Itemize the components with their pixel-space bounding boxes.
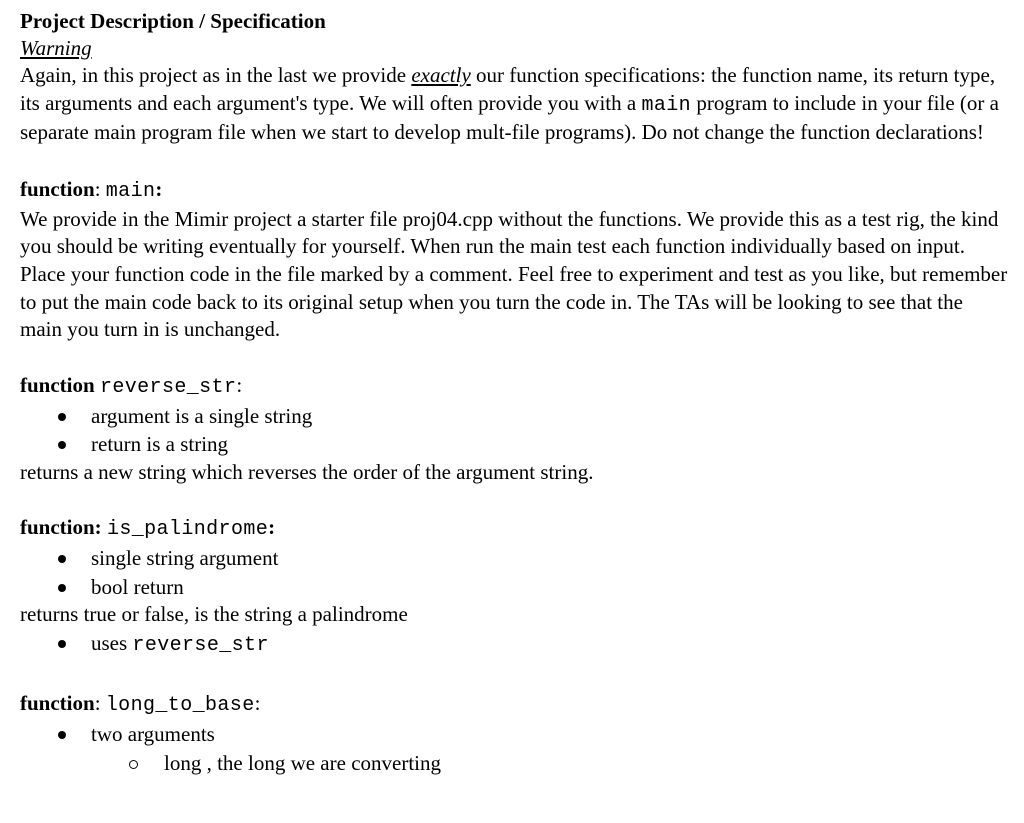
list-item bbox=[20, 544, 1010, 573]
warning-paragraph bbox=[20, 62, 1010, 147]
warning-code-main: main bbox=[641, 93, 692, 117]
base-bullet-0: two arguments bbox=[91, 722, 215, 747]
palindrome-bullet-1: bool return bbox=[91, 574, 184, 599]
page-title: Project Description / Specification bbox=[20, 9, 326, 33]
reverse-description: returns a new string which reverses the order of the argument string. bbox=[20, 459, 594, 484]
section-is-palindrome bbox=[20, 513, 1010, 660]
reverse-heading bbox=[20, 371, 1010, 402]
base-heading bbox=[20, 689, 1010, 720]
warning-text-1: Again, in this project as in the last we provide bbox=[20, 63, 412, 87]
palindrome-keyword: function: bbox=[20, 515, 102, 540]
list-item bbox=[20, 573, 1010, 602]
palindrome-uses-list bbox=[20, 629, 1010, 661]
main-heading bbox=[20, 175, 1010, 206]
list-item bbox=[20, 749, 1010, 777]
base-keyword: function bbox=[20, 691, 95, 716]
section-main bbox=[20, 175, 1010, 344]
base-sub-bullet-0: long , the long we are converting bbox=[164, 750, 441, 775]
main-colon: : bbox=[155, 176, 163, 201]
list-item bbox=[20, 402, 1010, 431]
warning-heading: Warning bbox=[20, 36, 92, 60]
bullet-circle-icon bbox=[129, 760, 138, 769]
base-colon: : bbox=[254, 691, 261, 716]
main-sep: : bbox=[94, 176, 106, 201]
bullet-dot-icon bbox=[58, 731, 66, 739]
main-name: main bbox=[105, 179, 156, 203]
reverse-bullet-list bbox=[20, 402, 1010, 459]
palindrome-uses-prefix: uses bbox=[91, 630, 133, 655]
bullet-dot-icon bbox=[58, 441, 66, 449]
base-sep: : bbox=[94, 691, 106, 716]
section-reverse-str bbox=[20, 371, 1010, 487]
palindrome-uses-name: reverse_str bbox=[132, 633, 269, 657]
palindrome-name: is_palindrome bbox=[106, 518, 269, 542]
main-description: We provide in the Mimir project a starter file proj04.cpp without the functions. We provide this as a test rig, the kind you should be writing eventually for yourself. When run the main test each function individually based on input. Place your function code in the file marked by a comment. Feel free to experiment and test as you like, but remember to put the main code back to its original setup when you turn the code in. The TAs will be looking to see that the main you turn in is unchanged. bbox=[20, 206, 1008, 342]
bullet-dot-icon bbox=[58, 584, 66, 592]
bullet-dot-icon bbox=[58, 640, 66, 648]
reverse-colon: : bbox=[236, 372, 243, 397]
document-page bbox=[20, 7, 1010, 777]
list-item bbox=[20, 430, 1010, 459]
reverse-keyword: function bbox=[20, 372, 95, 397]
palindrome-description: returns true or false, is the string a palindrome bbox=[20, 602, 408, 627]
reverse-name: reverse_str bbox=[99, 375, 237, 399]
bullet-dot-icon bbox=[58, 413, 66, 421]
warning-text-3: program to include in your file (or a separate main program file when we start to develop mult-file programs). Do not change the function declarations! bbox=[20, 90, 999, 145]
reverse-bullet-1: return is a string bbox=[91, 432, 229, 457]
palindrome-bullet-0: single string argument bbox=[91, 546, 279, 571]
reverse-bullet-0: argument is a single string bbox=[91, 403, 313, 428]
palindrome-bullet-list bbox=[20, 544, 1010, 601]
palindrome-colon: : bbox=[268, 515, 276, 540]
bullet-dot-icon bbox=[58, 555, 66, 563]
warning-text-2: our function specifications: the function name, its return type, its arguments and each argument's type. We will often provide you with a bbox=[20, 63, 996, 115]
base-bullet-list bbox=[20, 720, 1010, 749]
section-long-to-base bbox=[20, 689, 1010, 777]
palindrome-heading bbox=[20, 513, 1010, 544]
list-item bbox=[20, 720, 1010, 749]
list-item bbox=[20, 629, 1010, 661]
main-keyword: function bbox=[20, 176, 95, 201]
warning-emphasis: exactly bbox=[411, 63, 471, 87]
base-sub-bullet-list bbox=[20, 749, 1010, 777]
base-name: long_to_base bbox=[105, 694, 255, 718]
